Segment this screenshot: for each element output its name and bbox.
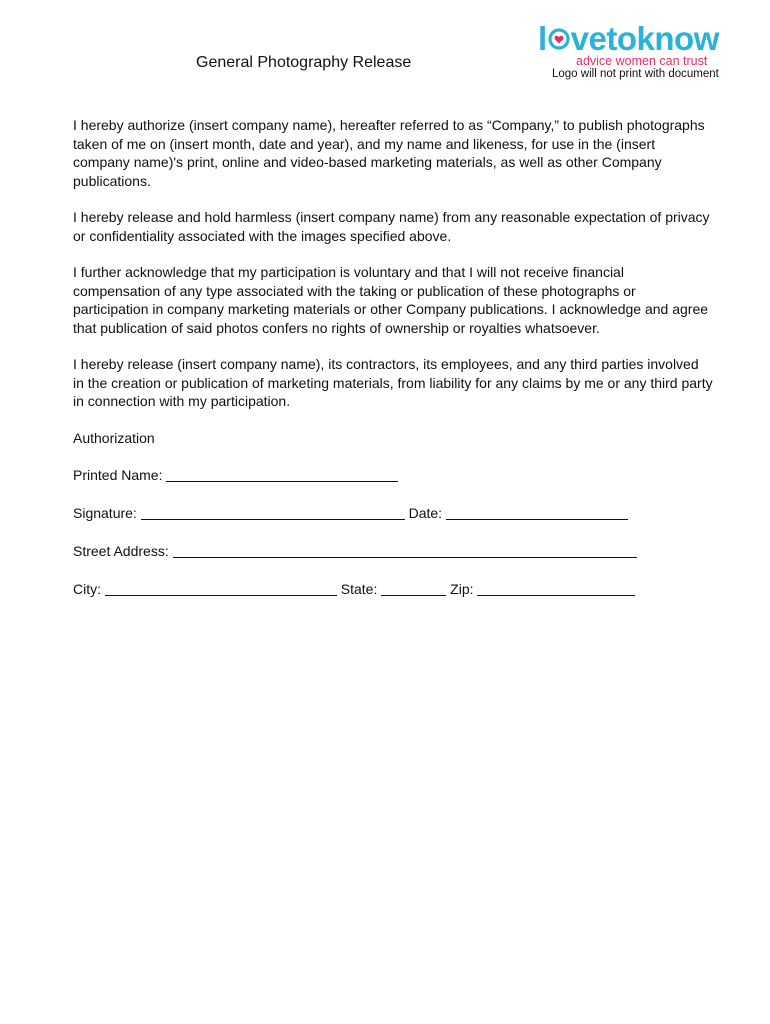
date-field[interactable]	[446, 505, 628, 520]
city-field[interactable]	[105, 581, 337, 596]
state-field[interactable]	[381, 581, 446, 596]
logo-tagline: advice women can trust	[576, 54, 708, 68]
logo-brand-before: l	[538, 20, 547, 57]
zip-label: Zip:	[450, 581, 474, 597]
paragraph-release-privacy: I hereby release and hold harmless (insert company name) from any reasonable expectation of privacy or confidentiality associated with the images specified above.	[73, 209, 710, 244]
document-title: General Photography Release	[196, 54, 412, 71]
signature-field[interactable]	[141, 505, 405, 520]
paragraph-authorize: I hereby authorize (insert company name), hereafter referred to as “Company,” to publish photographs taken of me on (insert month, date and year), and my name and likeness, for use in the (insert company name)'s print, online and video-based marketing materials, as well as other Company publications.	[73, 117, 705, 189]
heart-icon	[547, 27, 571, 51]
street-address-row	[73, 541, 713, 561]
authorization-heading: Authorization	[73, 429, 155, 446]
paragraph-release-liability: I hereby release (insert company name), its contractors, its employees, and any third parties involved in the creation or publication of marketing materials, from liability for any claims by me or any third party in connection with my participation.	[73, 356, 713, 409]
printed-name-field[interactable]	[166, 467, 398, 482]
paragraph-acknowledge: I further acknowledge that my participation is voluntary and that I will not receive financial compensation of any type associated with the taking or publication of these photographs or participation in company marketing materials or other Company publications. I acknowledge and agree that publication of said photos confers no rights of ownership or royalties whatsoever.	[73, 264, 709, 336]
state-label: State:	[340, 581, 378, 597]
lovetoknow-logo	[538, 22, 748, 68]
city-label: City:	[73, 581, 101, 597]
date-label: Date:	[408, 505, 443, 521]
city-state-zip-row	[73, 579, 713, 599]
signature-label: Signature:	[73, 505, 137, 521]
logo-wordmark	[538, 22, 748, 56]
street-address-field[interactable]	[173, 543, 637, 558]
logo-note: Logo will not print with document	[552, 68, 719, 80]
printed-name-row	[73, 465, 713, 485]
document-body	[73, 116, 713, 617]
logo-brand-after: vetoknow	[570, 20, 719, 57]
printed-name-label: Printed Name:	[73, 467, 163, 483]
signature-row	[73, 503, 713, 523]
zip-field[interactable]	[477, 581, 635, 596]
street-address-label: Street Address:	[73, 543, 169, 559]
